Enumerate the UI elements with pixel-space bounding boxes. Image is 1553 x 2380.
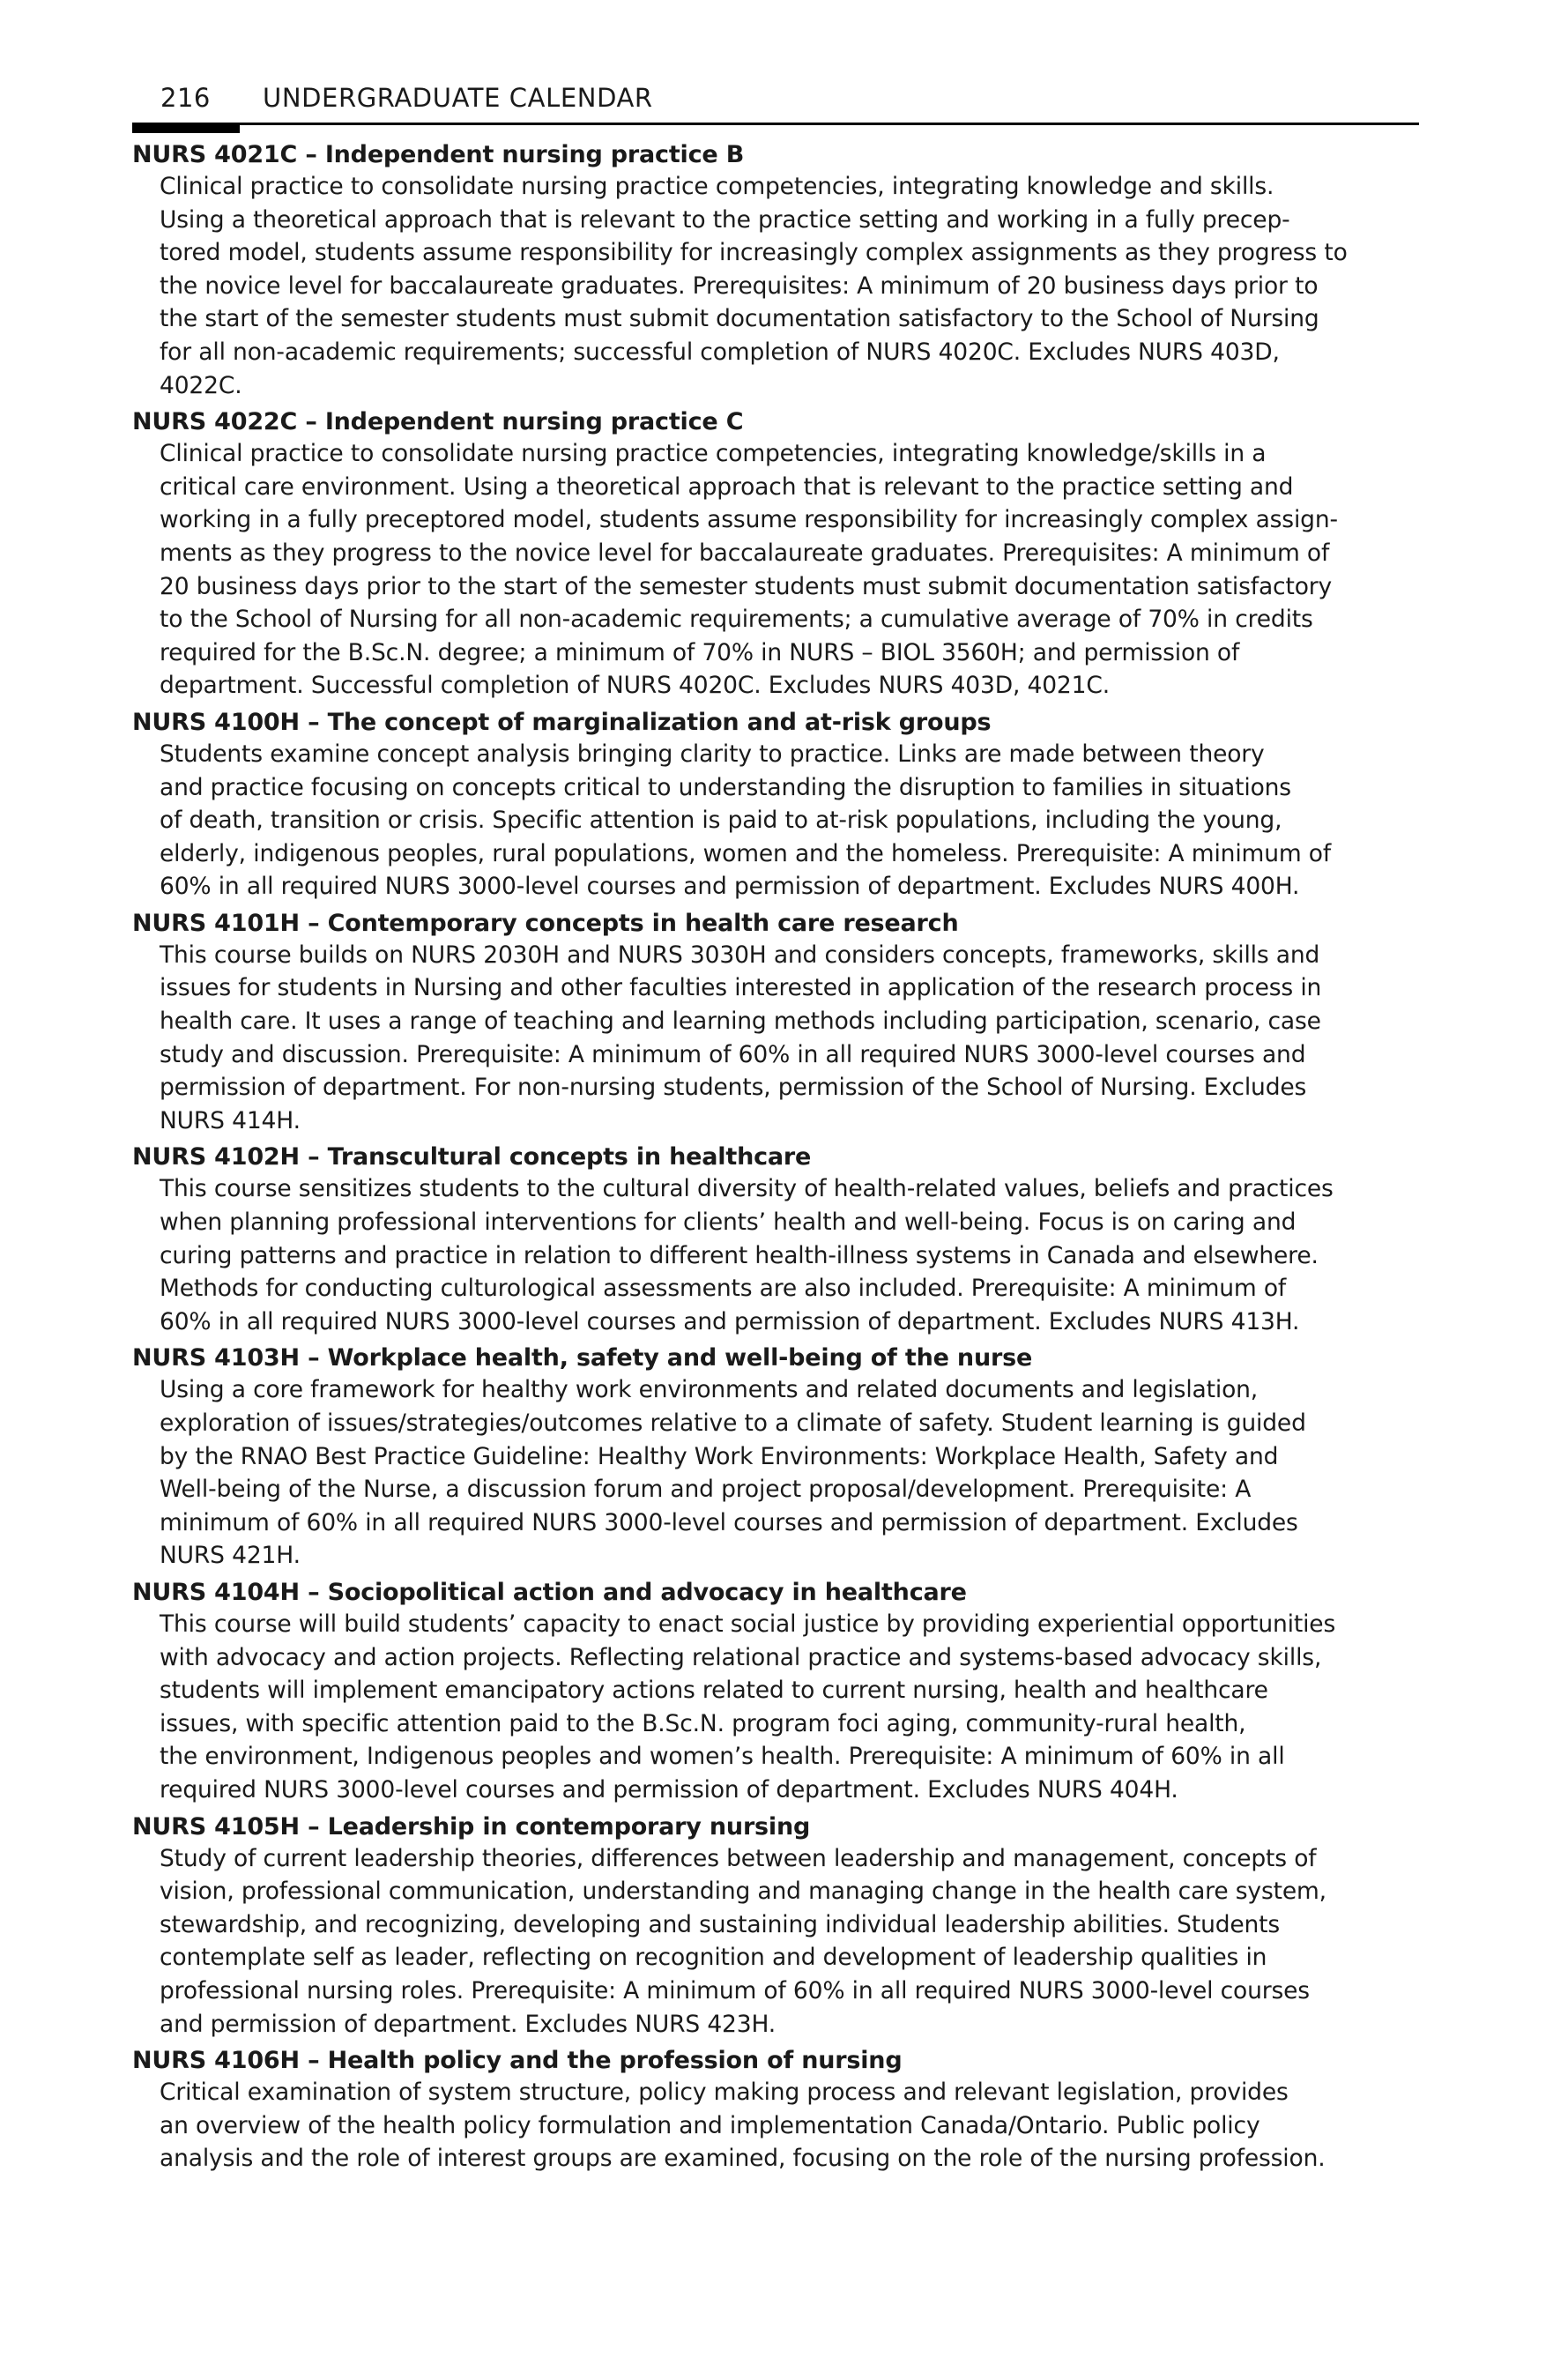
description-line: Methods for conducting culturological assessments are also included. Prerequisite: A minimum of (160, 1275, 1287, 1303)
description-line: Clinical practice to consolidate nursing practice competencies, integrating knowledge and skills. (160, 173, 1274, 200)
description-line: the environment, Indigenous peoples and women’s health. Prerequisite: A minimum of 60% in all (160, 1743, 1285, 1771)
description-line: and practice focusing on concepts critical to understanding the disruption to families in situations (160, 773, 1291, 801)
course-description (132, 1842, 1419, 2042)
course-entry (132, 707, 1419, 904)
description-line: This course sensitizes students to the cultural diversity of health-related values, beliefs and practices (160, 1175, 1334, 1203)
course-description (132, 738, 1419, 904)
description-line: by the RNAO Best Practice Guideline: Healthy Work Environments: Workplace Health, Safety and (160, 1442, 1279, 1470)
course-entry (132, 2045, 1419, 2175)
description-line: Clinical practice to consolidate nursing practice competencies, integrating knowledge/skills in a (160, 440, 1267, 468)
description-line: required NURS 3000-level courses and permission of department. Excludes NURS 404H. (160, 1775, 1178, 1804)
running-header (132, 81, 1419, 123)
description-line: professional nursing roles. Prerequisite: A minimum of 60% in all required NURS 3000-level courses (160, 1976, 1310, 2004)
description-line: required for the B.Sc.N. degree; a minimum of 70% in NURS – BIOL 3560H; and permission of (160, 638, 1240, 666)
description-line: an overview of the health policy formulation and implementation Canada/Ontario. Public policy (160, 2111, 1260, 2139)
description-line: stewardship, and recognizing, developing and sustaining individual leadership abilities. Students (160, 1910, 1281, 1938)
description-line: NURS 421H. (160, 1542, 301, 1570)
course-description (132, 1373, 1419, 1573)
description-line: 60% in all required NURS 3000-level courses and permission of department. Excludes NURS 413H. (160, 1307, 1300, 1335)
description-line: vision, professional communication, understanding and managing change in the health care system, (160, 1878, 1326, 1906)
course-entry (132, 406, 1419, 703)
course-description (132, 1172, 1419, 1338)
description-line: contemplate self as leader, reflecting on recognition and development of leadership qualities in (160, 1944, 1267, 1972)
page-number: 216 (160, 83, 211, 113)
course-entry (132, 1811, 1419, 2042)
description-line: analysis and the role of interest groups are examined, focusing on the role of the nursing profession. (160, 2145, 1326, 2173)
description-line: Using a core framework for healthy work environments and related documents and legislation, (160, 1376, 1259, 1404)
course-description (132, 939, 1419, 1138)
course-entry (132, 139, 1419, 402)
description-line: students will implement emancipatory actions related to current nursing, health and healthcare (160, 1677, 1268, 1705)
header-rule (132, 123, 1419, 125)
description-line: for all non-academic requirements; successful completion of NURS 4020C. Excludes NURS 403D, (160, 338, 1280, 366)
course-title: NURS 4105H – Leadership in contemporary nursing (132, 1812, 811, 1841)
description-line: critical care environment. Using a theoretical approach that is relevant to the practice setting and (160, 472, 1294, 501)
calendar-page (132, 81, 1419, 2180)
description-line: issues for students in Nursing and other faculties interested in application of the research process in (160, 974, 1322, 1002)
course-description (132, 437, 1419, 703)
description-line: permission of department. For non-nursing students, permission of the School of Nursing. Excludes (160, 1074, 1307, 1102)
course-title: NURS 4101H – Contemporary concepts in health care research (132, 909, 959, 937)
description-line: Critical examination of system structure, policy making process and relevant legislation, provides (160, 2079, 1289, 2107)
description-line: Students examine concept analysis bringing clarity to practice. Links are made between theory (160, 740, 1265, 768)
course-title: NURS 4103H – Workplace health, safety and well-being of the nurse (132, 1344, 1033, 1372)
description-line: Using a theoretical approach that is relevant to the practice setting and working in a fully precep- (160, 205, 1290, 234)
description-line: with advocacy and action projects. Reflecting relational practice and systems-based advocacy skills, (160, 1643, 1322, 1671)
course-title: NURS 4021C – Independent nursing practice B (132, 141, 745, 168)
description-line: curing patterns and practice in relation to different health-illness systems in Canada and elsewhere. (160, 1241, 1319, 1269)
course-entry (132, 1142, 1419, 1338)
course-title: NURS 4104H – Sociopolitical action and advocacy in healthcare (132, 1578, 967, 1606)
course-entry (132, 1577, 1419, 1807)
description-line: when planning professional interventions for clients’ health and well-being. Focus is on caring and (160, 1209, 1297, 1237)
description-line: study and discussion. Prerequisite: A minimum of 60% in all required NURS 3000-level courses and (160, 1040, 1306, 1068)
description-line: health care. It uses a range of teaching and learning methods including participation, scenario, case (160, 1008, 1321, 1036)
description-line: Study of current leadership theories, differences between leadership and management, concepts of (160, 1844, 1317, 1872)
description-line: 4022C. (160, 371, 242, 399)
course-description (132, 1608, 1419, 1807)
description-line: and permission of department. Excludes NURS 423H. (160, 2010, 776, 2038)
description-line: This course builds on NURS 2030H and NURS 3030H and considers concepts, frameworks, skills and (160, 941, 1320, 969)
course-entry (132, 908, 1419, 1138)
description-line: the novice level for baccalaureate graduates. Prerequisites: A minimum of 20 business days prior to (160, 271, 1319, 300)
description-line: 60% in all required NURS 3000-level courses and permission of department. Excludes NURS 400H. (160, 873, 1300, 901)
description-line: to the School of Nursing for all non-academic requirements; a cumulative average of 70% in credits (160, 606, 1313, 634)
description-line: exploration of issues/strategies/outcomes relative to a climate of safety. Student learning is guided (160, 1409, 1306, 1437)
description-line: elderly, indigenous peoples, rural populations, women and the homeless. Prerequisite: A minimum of (160, 839, 1332, 867)
description-line: ments as they progress to the novice level for baccalaureate graduates. Prerequisites: A minimum of (160, 539, 1330, 567)
course-entry (132, 1342, 1419, 1573)
course-title: NURS 4106H – Health policy and the profession of nursing (132, 2047, 903, 2075)
description-line: minimum of 60% in all required NURS 3000-level courses and permission of department. Excludes (160, 1508, 1298, 1536)
description-line: working in a fully preceptored model, students assume responsibility for increasingly complex assign- (160, 506, 1338, 534)
description-line: department. Successful completion of NURS 4020C. Excludes NURS 403D, 4021C. (160, 672, 1110, 700)
description-line: tored model, students assume responsibility for increasingly complex assignments as they progress to (160, 239, 1348, 267)
course-list (132, 139, 1419, 2175)
description-line: Well-being of the Nurse, a discussion forum and project proposal/development. Prerequisite: A (160, 1476, 1252, 1504)
description-line: 20 business days prior to the start of the semester students must submit documentation satisfactory (160, 572, 1333, 600)
course-description (132, 170, 1419, 402)
description-line: issues, with specific attention paid to the B.Sc.N. program foci aging, community-rural health, (160, 1709, 1246, 1737)
course-title: NURS 4022C – Independent nursing practice C (132, 408, 744, 436)
course-title: NURS 4100H – The concept of marginalization and at-risk groups (132, 708, 992, 736)
description-line: This course will build students’ capacity to enact social justice by providing experiential opportunities (160, 1610, 1336, 1638)
course-title: NURS 4102H – Transcultural concepts in healthcare (132, 1143, 812, 1171)
description-line: of death, transition or crisis. Specific attention is paid to at-risk populations, including the young, (160, 807, 1282, 835)
header-tab-marker (132, 123, 240, 133)
course-description (132, 2076, 1419, 2175)
description-line: the start of the semester students must submit documentation satisfactory to the School of Nursing (160, 305, 1319, 333)
running-title: UNDERGRADUATE CALENDAR (263, 83, 653, 113)
description-line: NURS 414H. (160, 1106, 301, 1134)
